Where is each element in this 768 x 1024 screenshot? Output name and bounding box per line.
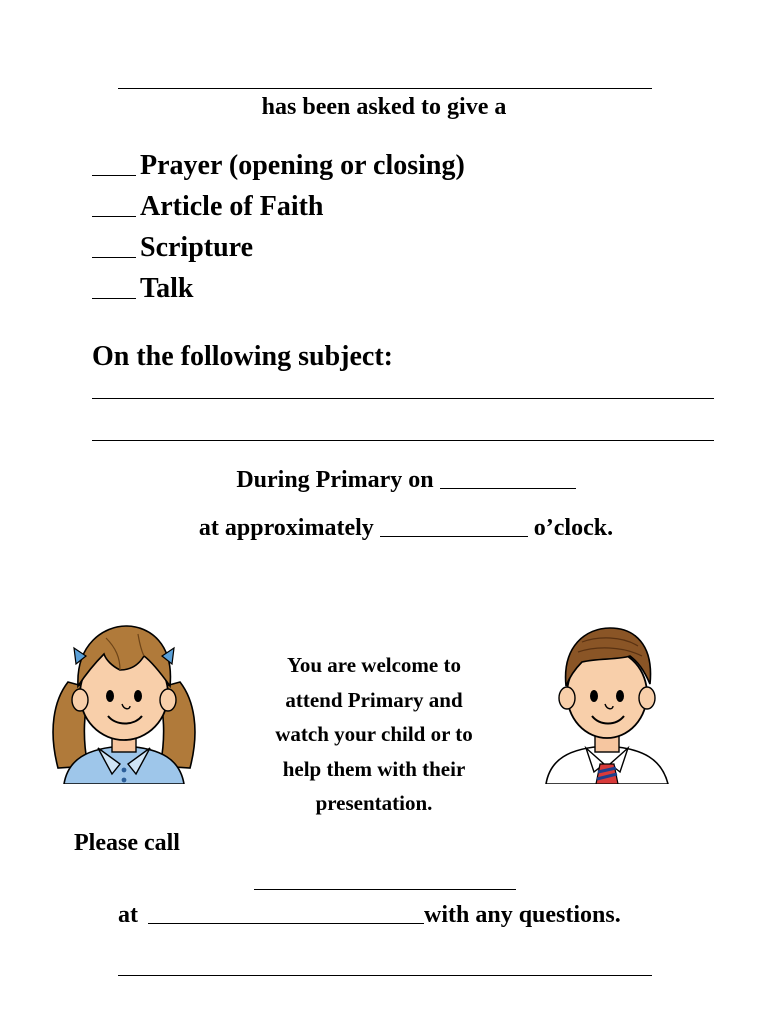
bottom-line <box>118 975 652 976</box>
subject-label: On the following subject: <box>92 341 393 372</box>
at-label: at <box>118 902 138 928</box>
welcome-line: watch your child or to <box>275 722 473 746</box>
option-blank <box>92 298 136 299</box>
approx-suffix: o’clock. <box>533 515 614 541</box>
option-article-of-faith <box>92 191 324 223</box>
option-label: Scripture <box>140 232 254 263</box>
option-blank <box>92 175 136 176</box>
welcome-message <box>240 648 508 821</box>
welcome-line: attend Primary and <box>285 687 463 712</box>
contact-number-line <box>118 900 621 930</box>
during-primary-line <box>0 465 768 495</box>
welcome-line: presentation. <box>315 791 433 815</box>
option-talk <box>92 273 193 305</box>
approx-time-line <box>0 513 768 543</box>
option-blank <box>92 257 136 258</box>
welcome-line: You are welcome to <box>287 653 461 677</box>
questions-label: with any questions. <box>424 902 621 928</box>
name-line <box>118 88 652 89</box>
date-blank <box>440 488 576 489</box>
boy-clipart <box>542 622 672 784</box>
option-label: Article of Faith <box>140 191 324 222</box>
during-label: During Primary on <box>236 467 434 493</box>
asked-heading: has been asked to give a <box>261 94 507 120</box>
option-label: Prayer (opening or closing) <box>140 150 465 181</box>
phone-blank <box>148 923 424 924</box>
option-scripture <box>92 232 253 264</box>
caller-name-line <box>254 889 516 890</box>
approx-prefix: at approximately <box>198 515 374 541</box>
time-blank <box>380 536 528 537</box>
option-prayer <box>92 150 465 182</box>
girl-clipart <box>46 618 202 784</box>
subject-line-2 <box>92 440 714 441</box>
subject-line-1 <box>92 398 714 399</box>
option-blank <box>92 216 136 217</box>
please-call-label: Please call <box>74 830 180 856</box>
welcome-line: help them with their <box>282 756 466 781</box>
option-label: Talk <box>140 273 194 304</box>
